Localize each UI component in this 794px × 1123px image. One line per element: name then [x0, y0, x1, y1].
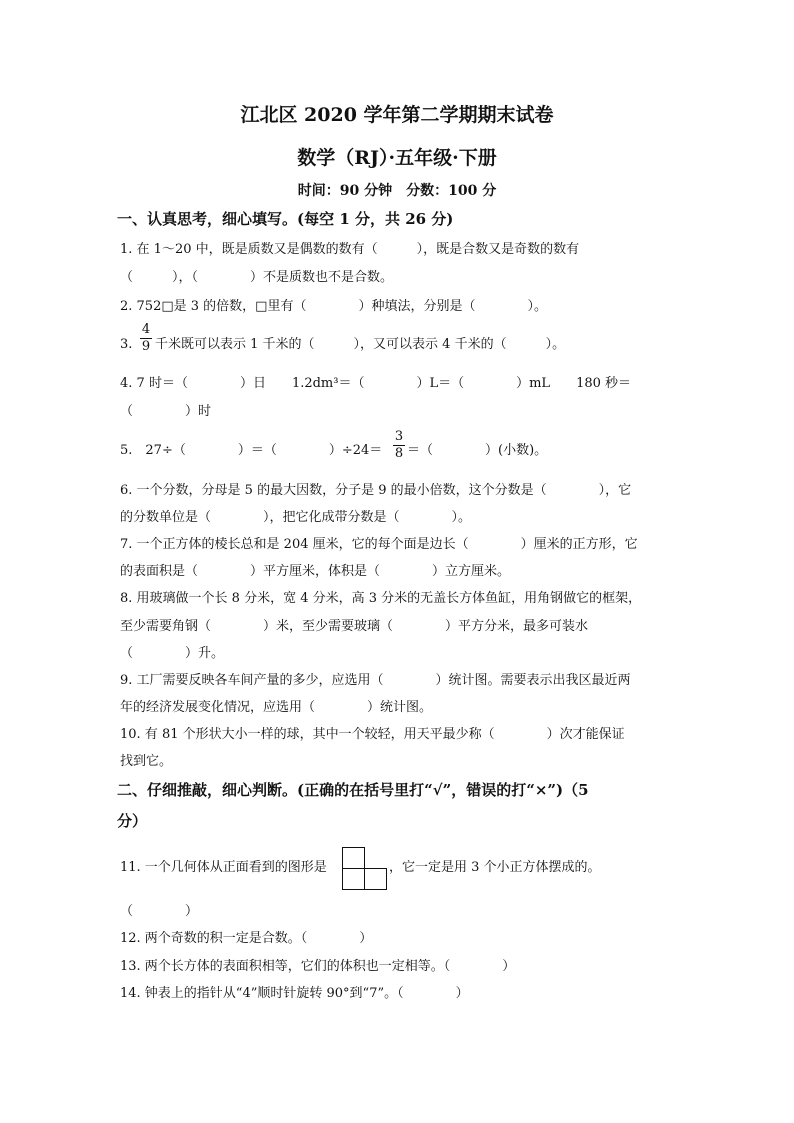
question-2: 2. 752□是 3 的倍数，□里有（ ）种填法，分别是（ ）。 — [120, 299, 547, 314]
question-8-line-1: 8. 用玻璃做一个长 8 分米，宽 4 分米，高 3 分米的无盖长方体鱼缸，用角钢做它的框架， — [120, 591, 642, 606]
fraction-denominator: 8 — [394, 446, 404, 461]
question-13: 13. 两个长方体的表面积相等，它们的体积也一定相等。（ ） — [120, 959, 516, 974]
question-9-line-1: 9. 工厂需要反映各车间产量的多少，应选用（ ）统计图。需要表示出我区最近两 — [120, 673, 631, 688]
question-14: 14. 钟表上的指针从“4”顺时针旋转 90°到“7”。（ ） — [120, 986, 469, 1001]
question-4-line-1: 4. 7 时＝（ ）日 1.2dm³＝（ ）L＝（ ）mL 180 秒＝ — [120, 376, 632, 391]
question-5-left: 5. 27÷（ ）＝（ ）÷24＝ — [120, 443, 383, 458]
question-8-line-3: （ ）升。 — [120, 646, 225, 661]
fraction-denominator: 9 — [141, 339, 151, 354]
question-11-left: 11. 一个几何体从正面看到的图形是 — [120, 860, 327, 875]
question-1-line-1: 1. 在 1～20 中，既是质数又是偶数的数有（ ），既是合数又是奇数的数有 — [120, 242, 580, 257]
exam-title: 江北区 2020 学年第二学期期末试卷 — [240, 104, 554, 126]
question-6-line-2: 的分数单位是（ ），把它化成带分数是（ ）。 — [120, 510, 472, 525]
question-10-line-1: 10. 有 81 个形状大小一样的球，其中一个较轻，用天平最少称（ ）次才能保证 — [120, 727, 625, 742]
section-2-heading-line-1: 二、仔细推敲，细心判断。(正确的在括号里打“√”，错误的打“×”)（5 — [117, 781, 589, 799]
exam-subtitle: 数学（RJ）·五年级·下册 — [297, 147, 497, 169]
question-12: 12. 两个奇数的积一定是合数。（ ） — [120, 931, 373, 946]
figure-bottom-right-square — [364, 868, 387, 890]
question-11-answer-paren: （ ） — [120, 904, 199, 919]
question-3-number: 3. — [120, 337, 133, 352]
question-11-right: ，它一定是用 3 个小正方体摆成的。 — [389, 860, 601, 875]
question-8-line-2: 至少需要角钢（ ）米，至少需要玻璃（ ）平方分米，最多可装水 — [120, 619, 589, 634]
front-view-figure — [342, 847, 387, 890]
question-5-fraction — [393, 430, 405, 461]
figure-top-square — [342, 847, 365, 869]
section-2-heading-line-2: 分） — [117, 812, 148, 830]
question-1-line-2: （ ），（ ）不是质数也不是合数。 — [120, 270, 394, 285]
question-7-line-1: 7. 一个正方体的棱长总和是 204 厘米，它的每个面是边长（ ）厘米的正方形，它 — [120, 537, 638, 552]
question-3-fraction — [140, 323, 152, 354]
question-7-line-2: 的表面积是（ ）平方厘米，体积是（ ）立方厘米。 — [120, 564, 511, 579]
figure-bottom-left-square — [342, 868, 365, 890]
fraction-numerator: 4 — [141, 322, 151, 337]
question-5-right: ＝（ ）(小数)。 — [407, 443, 548, 458]
question-10-line-2: 找到它。 — [120, 754, 173, 769]
section-1-heading: 一、认真思考，细心填写。(每空 1 分，共 26 分) — [117, 210, 454, 228]
exam-meta: 时间：90 分钟 分数：100 分 — [297, 183, 497, 199]
question-3-text: 千米既可以表示 1 千米的（ ），又可以表示 4 千米的（ ）。 — [155, 337, 566, 352]
question-4-line-2: （ ）时 — [120, 404, 212, 419]
fraction-numerator: 3 — [394, 429, 404, 444]
question-9-line-2: 年的经济发展变化情况，应选用（ ）统计图。 — [120, 700, 433, 715]
question-6-line-1: 6. 一个分数，分母是 5 的最大因数，分子是 9 的最小倍数，这个分数是（ ），它 — [120, 483, 632, 498]
